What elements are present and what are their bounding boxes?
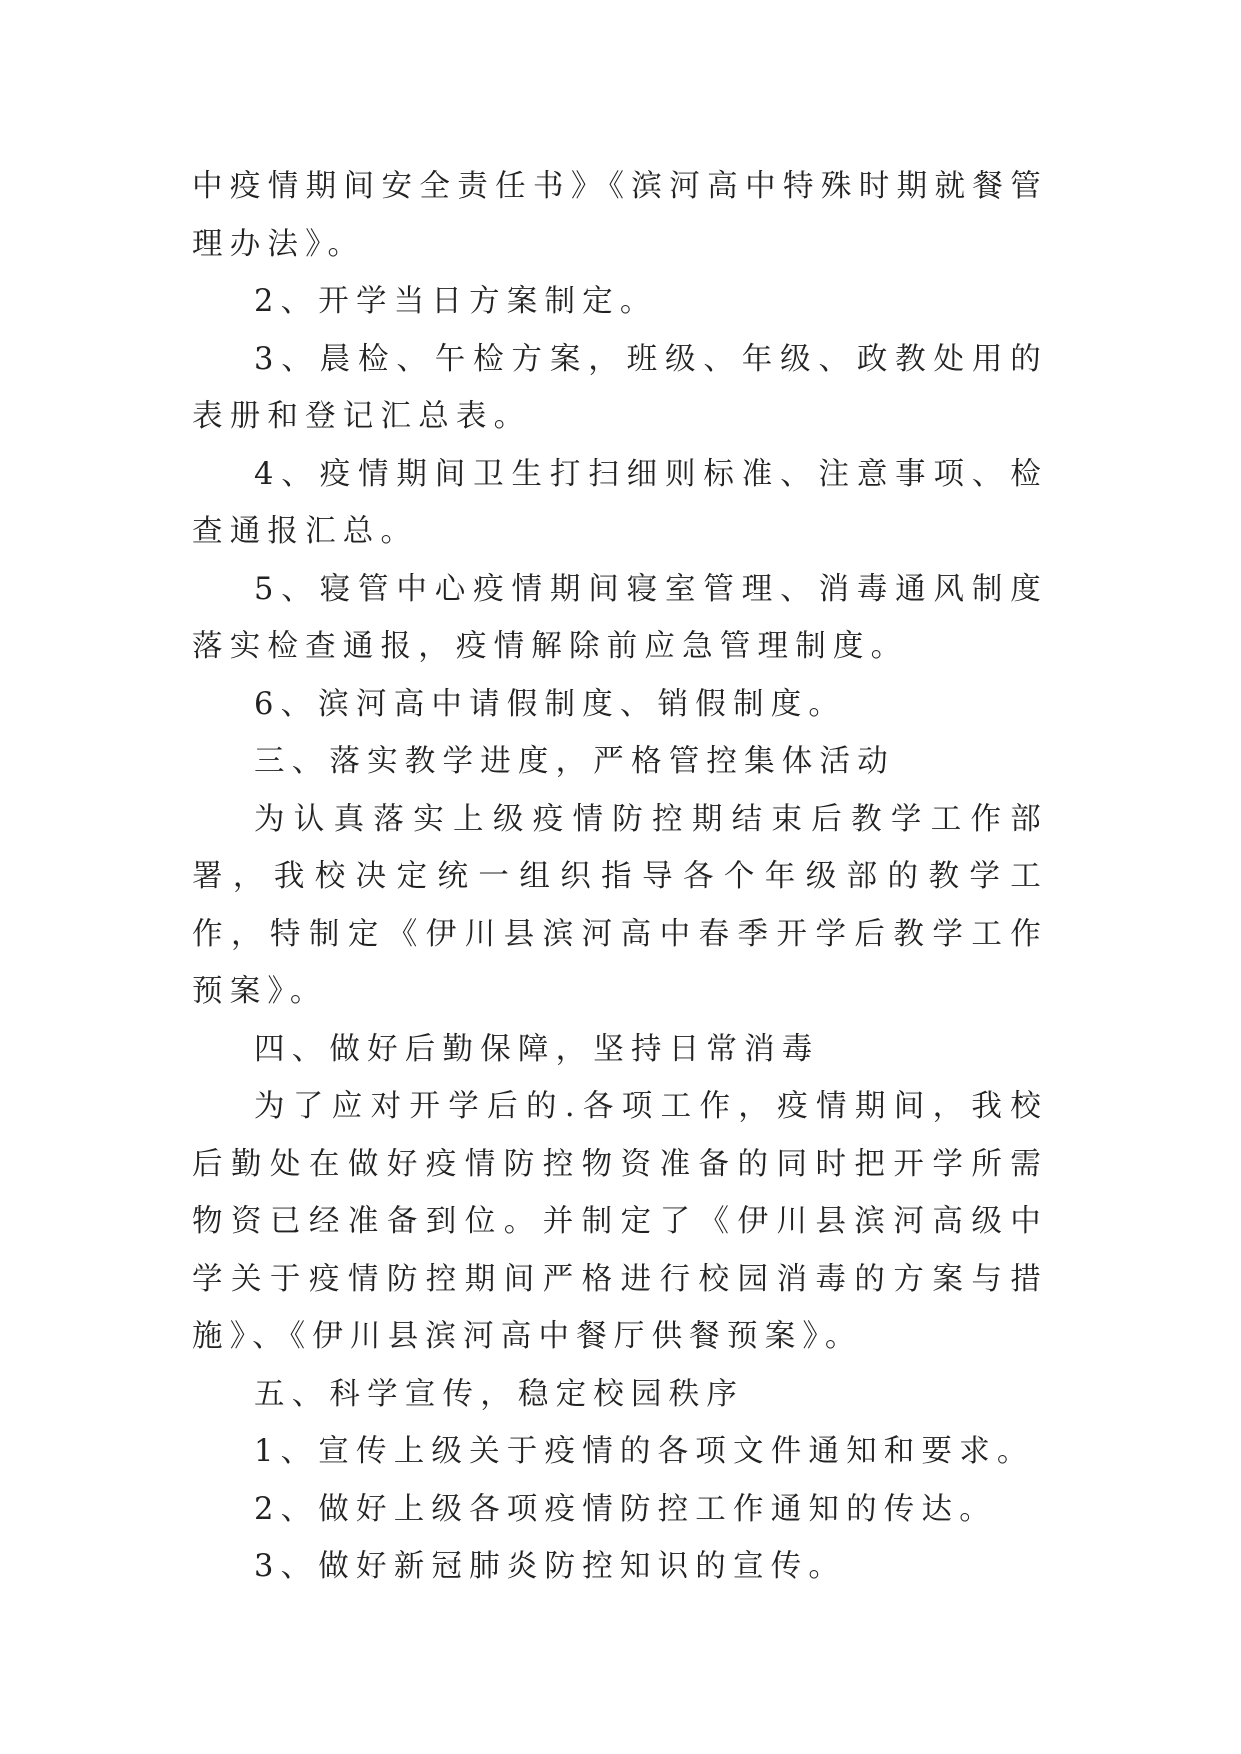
paragraph-logistics: 为了应对开学后的.各项工作，疫情期间，我校后勤处在做好疫情防控物资准备的同时把开学所需物资已经准备到位。并制定了《伊川县滨河高级中学关于疫情防控期间严格进行校园消毒的方案与措施》、《伊川县滨河高中餐厅供餐预案》。	[192, 1089, 1048, 1354]
paragraph-item-5-3: 3、做好新冠肺炎防控知识的宣传。	[254, 1549, 847, 1584]
paragraph-item-6: 6、滨河高中请假制度、销假制度。	[254, 686, 847, 722]
paragraph-continuation: 中疫情期间安全责任书》《滨河高中特殊时期就餐管理办法》。	[192, 169, 1048, 262]
paragraph-item-5: 5、寝管中心疫情期间寝室管理、消毒通风制度落实检查通报，疫情解除前应急管理制度。	[192, 571, 1048, 664]
paragraph-item-3: 3、晨检、午检方案，班级、年级、政教处用的表册和登记汇总表。	[192, 341, 1048, 434]
paragraph-teaching: 为认真落实上级疫情防控期结束后教学工作部署，我校决定统一组织指导各个年级部的教学工作，特制定《伊川县滨河高中春季开学后教学工作预案》。	[192, 801, 1048, 1009]
section-heading-5: 五、科学宣传，稳定校园秩序	[254, 1376, 745, 1412]
paragraph-item-5-1: 1、宣传上级关于疫情的各项文件通知和要求。	[254, 1434, 1035, 1469]
paragraph-item-2: 2、开学当日方案制定。	[254, 284, 658, 319]
paragraph-item-5-2: 2、做好上级各项疫情防控工作通知的传达。	[254, 1491, 997, 1527]
paragraph-item-4: 4、疫情期间卫生打扫细则标准、注意事项、检查通报汇总。	[192, 456, 1048, 549]
section-heading-4: 四、做好后勤保障，坚持日常消毒	[254, 1031, 820, 1067]
section-heading-3: 三、落实教学进度，严格管控集体活动	[254, 744, 895, 779]
document-body	[192, 158, 1048, 1596]
